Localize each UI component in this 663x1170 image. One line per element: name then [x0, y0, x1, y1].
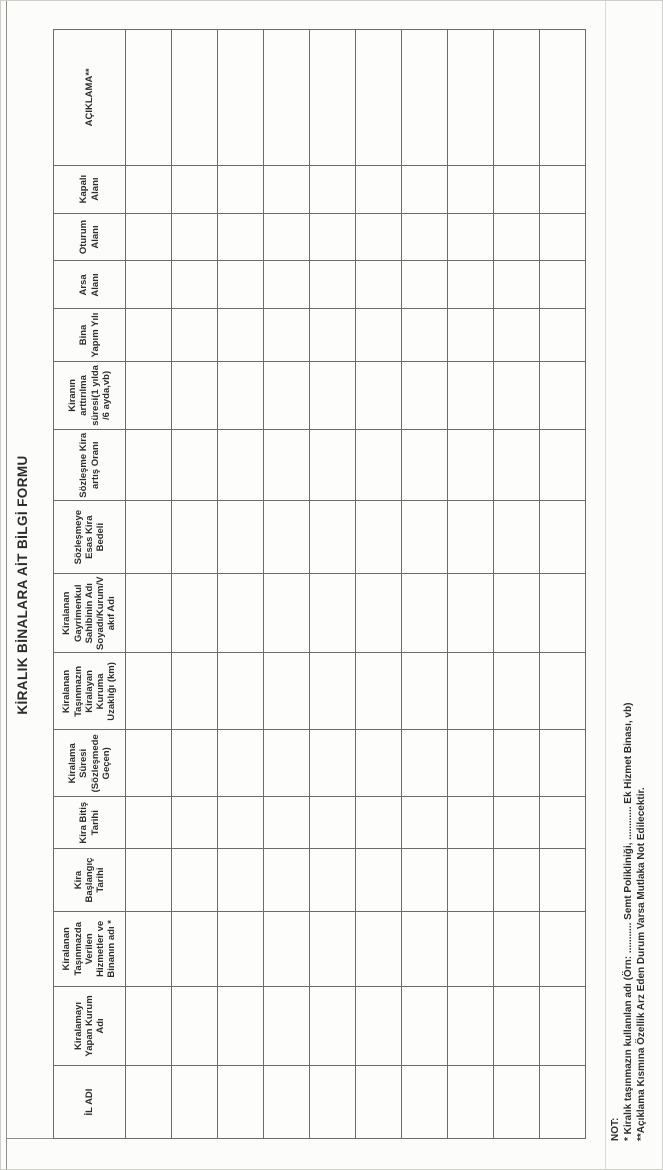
empty-cell [264, 911, 310, 986]
table-row [402, 30, 448, 1139]
col-header-arsa-alani: Arsa Alanı [54, 261, 126, 309]
empty-cell [356, 986, 402, 1065]
col-header-verilen-hizmetler: Kiralanan Taşınmazda Verilen Hizmetler ve Binanın adı * [54, 911, 126, 986]
empty-cell [218, 986, 264, 1065]
empty-cell [218, 849, 264, 912]
col-header-aciklama: AÇIKLAMA** [54, 30, 126, 166]
form-title: KİRALIK BİNALARA AİT BİLGİ FORMU [15, 455, 30, 715]
empty-cell [126, 911, 172, 986]
note-line-2: **Açıklama Kısmına Özellik Arz Eden Durum Varsa Mutlaka Not Edilecektir. [636, 787, 648, 1141]
empty-cell [126, 309, 172, 361]
empty-cell [448, 261, 494, 309]
empty-cell [448, 986, 494, 1065]
empty-cell [448, 849, 494, 912]
col-header-arttirilma-suresi: Kiranın arttırılma süresi(1 yılda /6 ayda,vb) [54, 361, 126, 430]
empty-cell [448, 165, 494, 213]
empty-cell [172, 213, 218, 261]
empty-cell [264, 361, 310, 430]
empty-cell [494, 261, 540, 309]
table-row [126, 30, 172, 1139]
empty-cell [172, 430, 218, 501]
table-header-row [54, 30, 126, 1139]
empty-cell [540, 309, 586, 361]
empty-cell [126, 653, 172, 730]
empty-cell [540, 1066, 586, 1139]
table-row [494, 30, 540, 1139]
empty-cell [494, 165, 540, 213]
table-row [218, 30, 264, 1139]
empty-cell [540, 986, 586, 1065]
empty-cell [402, 30, 448, 166]
empty-cell [402, 911, 448, 986]
empty-cell [310, 730, 356, 797]
page-edge-line [6, 1, 7, 1169]
empty-cell [540, 849, 586, 912]
empty-cell [356, 430, 402, 501]
empty-cell [126, 797, 172, 849]
empty-cell [356, 309, 402, 361]
table-row [172, 30, 218, 1139]
empty-cell [540, 430, 586, 501]
empty-cell [540, 797, 586, 849]
empty-cell [126, 30, 172, 166]
empty-cell [494, 849, 540, 912]
empty-cell [540, 911, 586, 986]
empty-cell [172, 1066, 218, 1139]
empty-cell [172, 501, 218, 574]
empty-cell [310, 501, 356, 574]
empty-cell [172, 165, 218, 213]
empty-cell [264, 165, 310, 213]
empty-cell [494, 911, 540, 986]
empty-cell [264, 430, 310, 501]
empty-cell [310, 309, 356, 361]
notes-heading: NOT: [610, 1117, 621, 1141]
col-header-il-adi: İL ADI [54, 1066, 126, 1139]
empty-cell [540, 30, 586, 166]
empty-cell [264, 849, 310, 912]
empty-cell [310, 213, 356, 261]
empty-cell [494, 653, 540, 730]
empty-cell [494, 1066, 540, 1139]
empty-cell [126, 986, 172, 1065]
empty-cell [448, 1066, 494, 1139]
empty-cell [172, 911, 218, 986]
empty-cell [356, 849, 402, 912]
col-header-kuruma-uzakligi: Kiralanan Taşınmazın Kiralayan Kuruma Uzaklığı (km) [54, 653, 126, 730]
empty-cell [264, 653, 310, 730]
empty-cell [172, 849, 218, 912]
empty-cell [264, 797, 310, 849]
empty-cell [218, 213, 264, 261]
empty-cell [218, 653, 264, 730]
empty-cell [126, 430, 172, 501]
empty-cell [540, 501, 586, 574]
empty-cell [218, 261, 264, 309]
empty-cell [402, 165, 448, 213]
col-header-oturum-alani: Oturum Alanı [54, 213, 126, 261]
empty-cell [540, 213, 586, 261]
empty-cell [402, 1066, 448, 1139]
empty-cell [356, 213, 402, 261]
empty-cell [172, 574, 218, 653]
empty-cell [402, 574, 448, 653]
empty-cell [494, 430, 540, 501]
empty-cell [402, 309, 448, 361]
empty-cell [264, 30, 310, 166]
empty-cell [402, 797, 448, 849]
table-row [356, 30, 402, 1139]
empty-cell [218, 911, 264, 986]
empty-cell [264, 1066, 310, 1139]
empty-cell [356, 653, 402, 730]
table-row [310, 30, 356, 1139]
empty-cell [356, 165, 402, 213]
empty-cell [448, 30, 494, 166]
empty-cell [172, 309, 218, 361]
empty-cell [126, 1066, 172, 1139]
empty-cell [356, 30, 402, 166]
empty-cell [356, 911, 402, 986]
empty-cell [218, 501, 264, 574]
empty-cell [494, 361, 540, 430]
empty-cell [126, 165, 172, 213]
empty-cell [310, 1066, 356, 1139]
table-row [540, 30, 586, 1139]
col-header-esas-kira-bedeli: Sözleşmeye Esas Kira Bedeli [54, 501, 126, 574]
empty-cell [310, 653, 356, 730]
empty-cell [402, 261, 448, 309]
empty-cell [218, 1066, 264, 1139]
page-edge-connector-line [6, 1138, 54, 1139]
empty-cell [402, 986, 448, 1065]
table-row [448, 30, 494, 1139]
empty-cell [356, 1066, 402, 1139]
empty-cell [126, 849, 172, 912]
empty-cell [218, 361, 264, 430]
empty-cell [310, 30, 356, 166]
empty-cell [218, 430, 264, 501]
table-row [264, 30, 310, 1139]
empty-cell [126, 361, 172, 430]
empty-cell [402, 213, 448, 261]
empty-cell [448, 730, 494, 797]
empty-cell [448, 501, 494, 574]
empty-cell [126, 574, 172, 653]
col-header-kira-bitis-tarihi: Kira Bitiş Tarihi [54, 797, 126, 849]
empty-cell [494, 986, 540, 1065]
empty-cell [402, 653, 448, 730]
empty-cell [448, 653, 494, 730]
empty-cell [448, 309, 494, 361]
empty-cell [172, 653, 218, 730]
col-header-kiralama-suresi: Kiralama Süresi (Sözleşmede Geçen) [54, 730, 126, 797]
empty-cell [310, 165, 356, 213]
empty-cell [540, 361, 586, 430]
empty-cell [172, 361, 218, 430]
empty-cell [264, 309, 310, 361]
col-header-bina-yapim-yili: Bina Yapım Yılı [54, 309, 126, 361]
empty-cell [540, 261, 586, 309]
empty-cell [356, 730, 402, 797]
col-header-kira-artis-orani: Sözleşme Kira artış Oranı [54, 430, 126, 501]
empty-cell [356, 361, 402, 430]
empty-cell [402, 430, 448, 501]
empty-cell [310, 361, 356, 430]
empty-cell [310, 430, 356, 501]
empty-cell [310, 849, 356, 912]
page-fold-line [605, 1, 606, 1169]
empty-cell [218, 30, 264, 166]
empty-cell [448, 361, 494, 430]
empty-cell [448, 574, 494, 653]
empty-cell [264, 730, 310, 797]
empty-cell [172, 30, 218, 166]
empty-cell [356, 574, 402, 653]
empty-cell [172, 730, 218, 797]
empty-cell [264, 986, 310, 1065]
note-line-1: * Kiralık taşınmazın kullanılan adı (Örn: ........... Semt Polikliniği, ............ Ek Hizmet Binası, vb) [623, 702, 635, 1141]
empty-cell [402, 361, 448, 430]
empty-cell [264, 213, 310, 261]
empty-cell [356, 261, 402, 309]
empty-cell [172, 986, 218, 1065]
empty-cell [402, 849, 448, 912]
empty-cell [218, 730, 264, 797]
empty-cell [448, 911, 494, 986]
empty-cell [494, 309, 540, 361]
empty-cell [126, 213, 172, 261]
col-header-kiralamayi-yapan-kurum: Kiralamayı Yapan Kurum Adı [54, 986, 126, 1065]
empty-cell [540, 574, 586, 653]
table-body [126, 30, 586, 1139]
empty-cell [540, 653, 586, 730]
col-header-kira-baslangic-tarihi: Kira Başlangıç Tarihi [54, 849, 126, 912]
rental-buildings-table [53, 29, 586, 1139]
footer-notes [609, 441, 649, 1141]
empty-cell [402, 730, 448, 797]
empty-cell [126, 730, 172, 797]
empty-cell [448, 430, 494, 501]
empty-cell [448, 797, 494, 849]
empty-cell [218, 574, 264, 653]
empty-cell [310, 797, 356, 849]
empty-cell [402, 501, 448, 574]
col-header-kapali-alani: Kapalı Alanı [54, 165, 126, 213]
empty-cell [356, 797, 402, 849]
empty-cell [126, 261, 172, 309]
empty-cell [540, 730, 586, 797]
empty-cell [126, 501, 172, 574]
empty-cell [494, 213, 540, 261]
col-header-gayrimenkul-sahibi: Kiralanan Gayrimenkul Sahibinin Adı Soyadı/Kurum/Vakıf Adı [54, 574, 126, 653]
empty-cell [218, 797, 264, 849]
empty-cell [494, 730, 540, 797]
empty-cell [172, 797, 218, 849]
empty-cell [494, 797, 540, 849]
empty-cell [310, 574, 356, 653]
empty-cell [218, 165, 264, 213]
empty-cell [356, 501, 402, 574]
empty-cell [448, 213, 494, 261]
empty-cell [264, 501, 310, 574]
empty-cell [172, 261, 218, 309]
empty-cell [310, 986, 356, 1065]
empty-cell [494, 30, 540, 166]
empty-cell [494, 501, 540, 574]
empty-cell [264, 574, 310, 653]
empty-cell [218, 309, 264, 361]
empty-cell [264, 261, 310, 309]
empty-cell [540, 165, 586, 213]
empty-cell [310, 911, 356, 986]
empty-cell [310, 261, 356, 309]
empty-cell [494, 574, 540, 653]
